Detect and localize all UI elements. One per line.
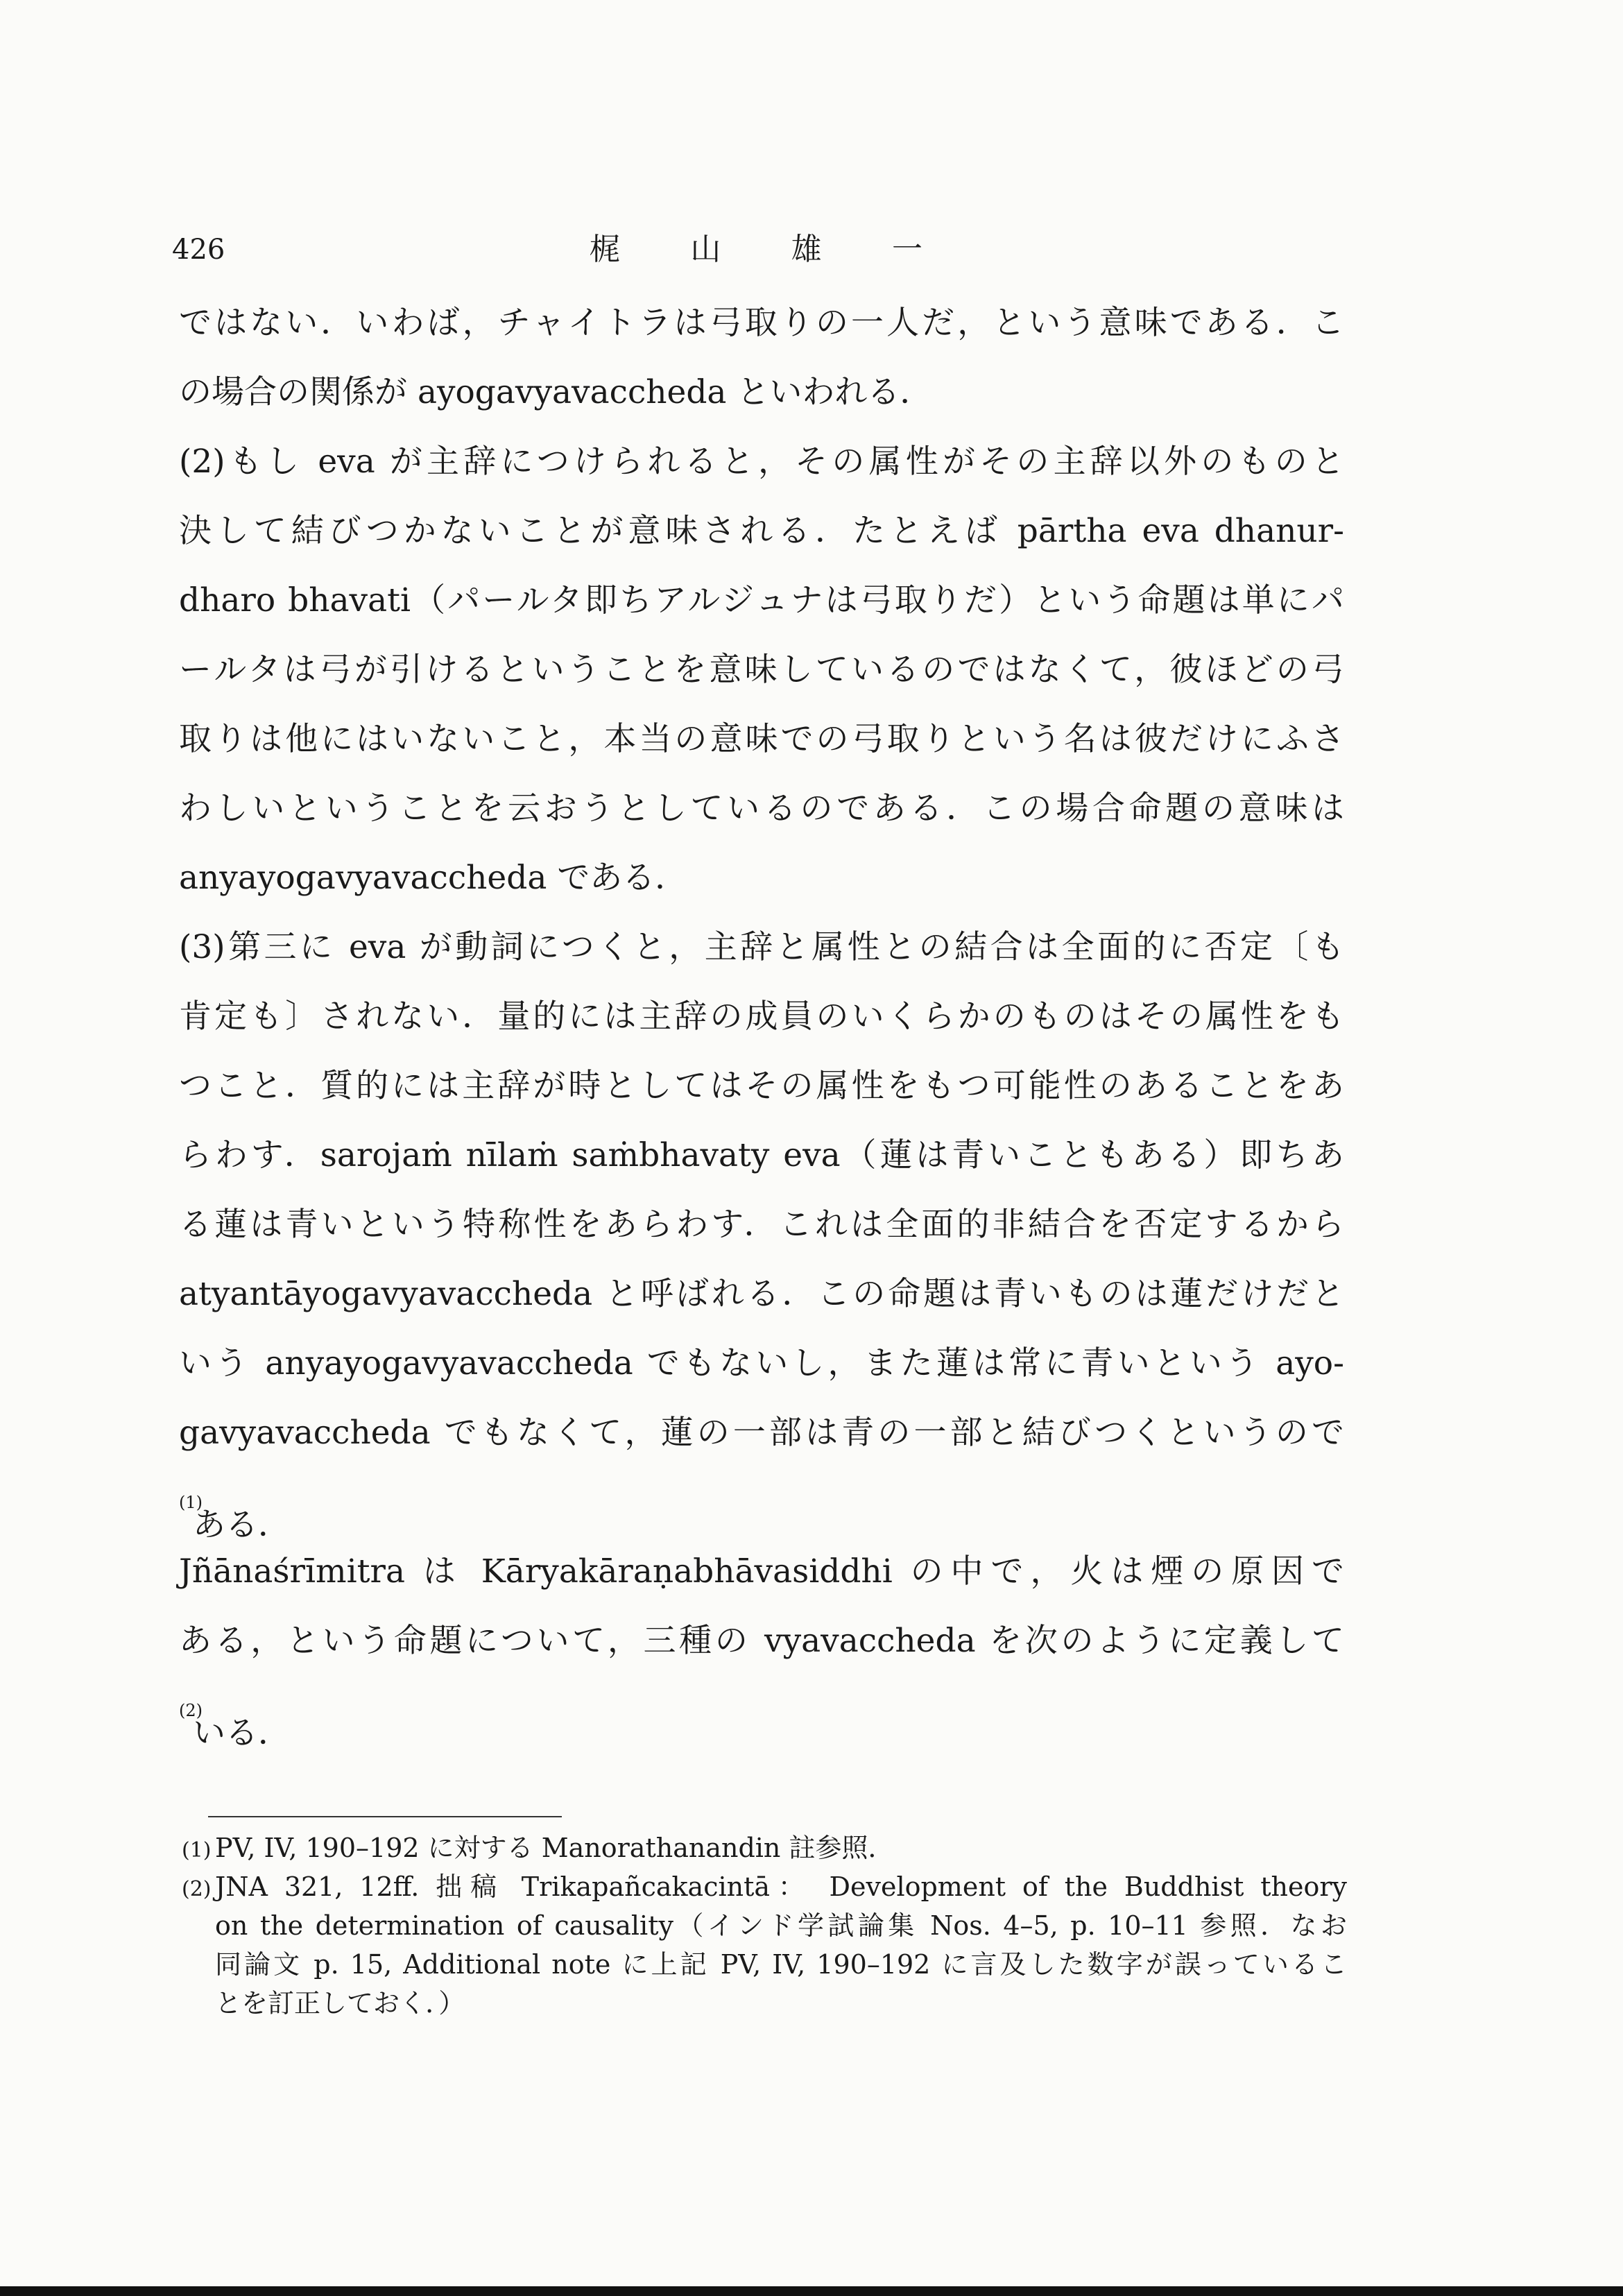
running-head-author	[590, 229, 922, 271]
body-line: atyantāyogavyavaccheda と呼ばれる．この命題は青いものは蓮だけだと	[179, 1275, 1344, 1313]
body-line: いう anyayogavyavaccheda でもないし，また蓮は常に青いという ayo-	[179, 1344, 1344, 1382]
body-text	[179, 289, 1344, 1752]
footnote-reference: (1)	[179, 1493, 203, 1512]
body-line: らわす．sarojaṁ nīlaṁ saṁbhavaty eva（蓮は青いこともある）即ちあ	[179, 1136, 1344, 1174]
body-line: ではない．いわば，チャイトラは弓取りの一人だ，という意味である．こ	[179, 304, 1344, 342]
body-line: 肯定も〕されない．量的には主辞の成員のいくらかのものはその属性をも	[179, 997, 1344, 1036]
body-line: る蓮は青いという特称性をあらわす．これは全面的非結合を否定するから	[179, 1206, 1344, 1244]
running-head-char: 一	[891, 232, 922, 267]
body-line-with-note	[179, 1468, 1344, 1544]
body-line: つこと．質的には主辞が時としてはその属性をもつ可能性のあることをあ	[179, 1067, 1344, 1105]
footnotes	[182, 1828, 1347, 2023]
body-line-text: いる．	[193, 1714, 291, 1752]
body-line: (2)もし eva が主辞につけられると，その属性がその主辞以外のものと	[179, 443, 1344, 481]
footnote-line: 同論文 p. 15, Additional note に上記 PV, IV, 190–192 に言及した数字が誤っているこ	[215, 1949, 1347, 1980]
page-number: 426	[172, 234, 225, 266]
body-line: anyayogavyavaccheda である．	[179, 859, 688, 897]
footnote-text: PV, IV, 190–192 に対する Manorathanandin 註参照．	[215, 1833, 895, 1863]
footnote-text: JNA 321, 12ff. 拙稿 Trikapañcakacintā： Development of the Buddhist theory	[215, 1871, 1347, 1902]
footnote-marker: (1)	[182, 1838, 212, 1862]
footnote-1	[182, 1828, 1347, 1867]
footnote-marker: (2)	[182, 1877, 212, 1901]
body-line: gavyavaccheda でもなくて，蓮の一部は青の一部と結びつくというので	[179, 1414, 1344, 1452]
footnote-rule	[208, 1816, 562, 1817]
running-head-char: 山	[690, 232, 721, 267]
body-line-with-note	[179, 1676, 1344, 1752]
body-line: dharo bhavati（パールタ即ちアルジュナは弓取りだ）という命題は単にパ	[179, 581, 1344, 619]
running-head-char: 雄	[791, 232, 822, 267]
body-line: Jñānaśrīmitra は Kāryakāraṇabhāvasiddhi の中で，火は煙の原因で	[179, 1552, 1344, 1591]
body-line: ある，という命題について，三種の vyavaccheda を次のように定義して	[179, 1622, 1344, 1660]
footnote-line: とを訂正しておく．）	[215, 1988, 465, 2019]
running-head-char: 梶	[590, 232, 620, 267]
footnote-2	[182, 1867, 1347, 1906]
body-line: の場合の関係が ayogavyavaccheda といわれる．	[179, 373, 933, 411]
body-line: わしいということを云おうとしているのである．この場合命題の意味は	[179, 789, 1344, 828]
body-line: ールタは弓が引けるということを意味しているのではなくて，彼ほどの弓	[179, 651, 1344, 689]
body-line: 取りは他にはいないこと，本当の意味での弓取りという名は彼だけにふさ	[179, 720, 1344, 758]
body-line: (3)第三に eva が動詞につくと，主辞と属性との結合は全面的に否定〔も	[179, 928, 1344, 966]
scan-bottom-edge	[0, 2286, 1623, 2296]
body-line-text: ある．	[193, 1506, 291, 1544]
footnote-line: on the determination of causality（インド学試論集 Nos. 4–5, p. 10–11 参照．なお	[215, 1910, 1347, 1941]
footnote-reference: (2)	[179, 1701, 203, 1720]
body-line: 決して結びつかないことが意味される．たとえば pārtha eva dhanur-	[179, 512, 1344, 550]
